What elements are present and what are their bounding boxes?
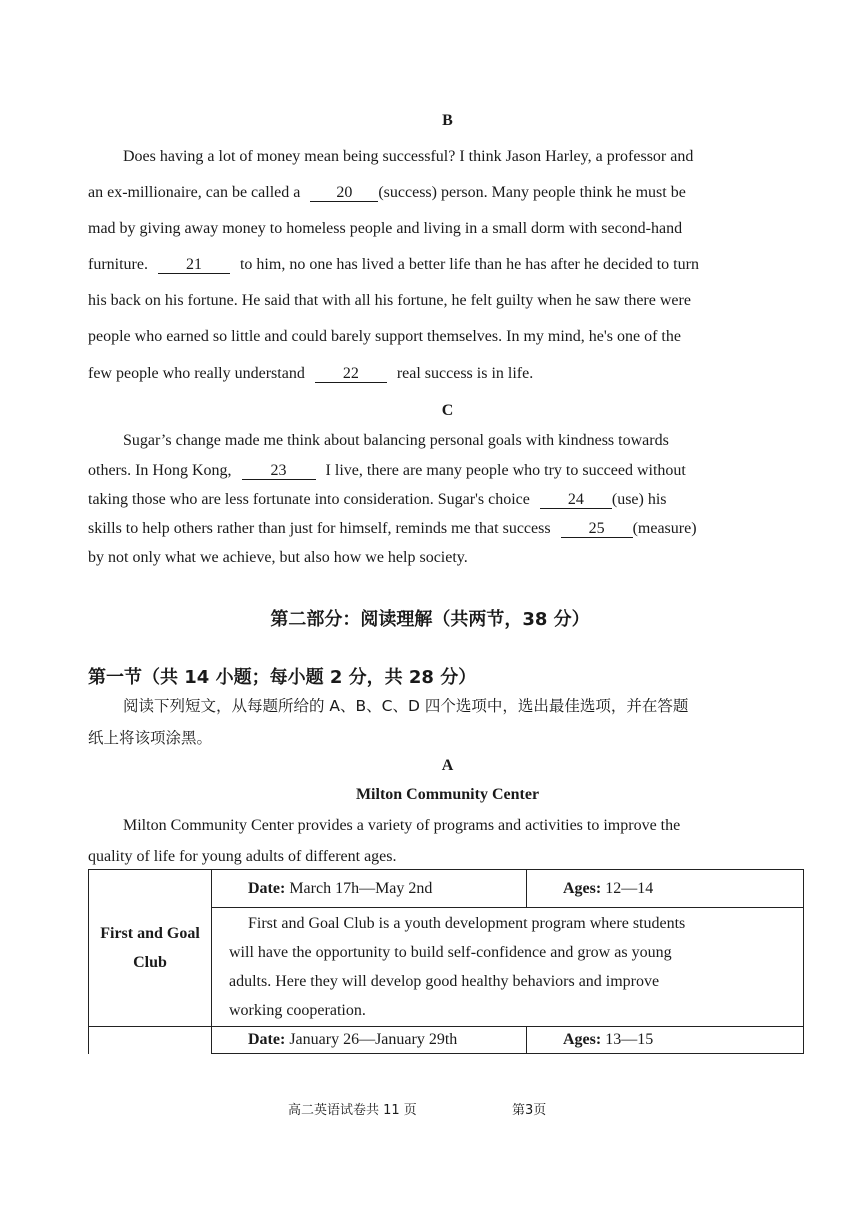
- date-value: January 26—January 29th: [289, 1031, 458, 1048]
- instructions-line-1: 阅读下列短文，从每题所给的 A、B、C、D 四个选项中，选出最佳选项，并在答题: [123, 697, 689, 715]
- ages-label: Ages:: [563, 879, 602, 897]
- blank-22[interactable]: 22: [315, 366, 387, 383]
- text: (measure): [632, 520, 697, 537]
- section-c-line-1: Sugar’s change made me think about balancing personal goals with kindness towards: [123, 432, 669, 449]
- date-value: March 17h—May 2nd: [289, 879, 433, 897]
- ages-cell: [527, 1027, 804, 1054]
- date-cell: [212, 1027, 527, 1054]
- instructions-line-2: 纸上将该项涂黑。: [88, 729, 213, 747]
- passage-a-title: Milton Community Center: [355, 786, 540, 803]
- text: furniture.: [88, 256, 148, 273]
- section-b-line-7: [88, 365, 533, 383]
- blank-24[interactable]: 24: [540, 492, 612, 509]
- part-2-title: 第二部分：阅读理解（共两节，38 分）: [270, 609, 590, 630]
- program-name-cell: [89, 870, 212, 1027]
- ages-value: 12—14: [605, 879, 654, 897]
- date-cell: [212, 870, 527, 908]
- program-name-cell: [89, 1027, 212, 1054]
- blank-25[interactable]: 25: [561, 521, 633, 538]
- text: real success is in life.: [396, 365, 534, 382]
- section-1-title: 第一节（共 14 小题；每小题 2 分，共 28 分）: [88, 667, 477, 688]
- passage-a-intro-line-1: Milton Community Center provides a variety of programs and activities to improve the: [123, 817, 681, 834]
- ages-cell: [527, 870, 804, 908]
- section-c-line-4: [88, 520, 697, 538]
- description-cell: [212, 908, 804, 1027]
- text: few people who really understand: [88, 365, 305, 382]
- text: others. In Hong Kong,: [88, 462, 232, 479]
- text: skills to help others rather than just for himself, reminds me that success: [88, 520, 551, 537]
- ages-label: Ages:: [563, 1031, 602, 1048]
- program-name-line-2: Club: [133, 954, 167, 971]
- table-row: [89, 870, 804, 908]
- passage-a-label: A: [441, 757, 454, 774]
- section-b-line-3: mad by giving away money to homeless people and living in a small dorm with second-hand: [88, 220, 683, 237]
- description-line-3: adults. Here they will develop good healthy behaviors and improve: [229, 973, 660, 990]
- text: (success) person. Many people think he must be: [378, 184, 686, 201]
- footer-page-count: 高二英语试卷共 11 页: [288, 1103, 417, 1118]
- text: (use) his: [611, 491, 667, 508]
- section-c-line-5: by not only what we achieve, but also how we help society.: [88, 549, 468, 566]
- text: taking those who are less fortunate into consideration. Sugar's choice: [88, 491, 530, 508]
- section-b-line-5: his back on his fortune. He said that with all his fortune, he felt guilty when he saw there were: [88, 292, 691, 309]
- text: to him, no one has lived a better life than he has after he decided to turn: [239, 256, 699, 273]
- table-row: [89, 1027, 804, 1054]
- text: an ex-millionaire, can be called a: [88, 184, 301, 201]
- ages-value: 13—15: [605, 1031, 654, 1048]
- section-b-line-6: people who earned so little and could barely support themselves. In my mind, he's one of the: [88, 328, 681, 345]
- footer-page-number: 第3页: [512, 1103, 547, 1118]
- section-b-label: B: [442, 112, 453, 129]
- description-line-4: working cooperation.: [229, 1002, 366, 1019]
- program-name-line-1: First and Goal: [100, 925, 200, 942]
- blank-23[interactable]: 23: [242, 463, 316, 480]
- date-label: Date:: [248, 1031, 286, 1048]
- passage-a-intro-line-2: quality of life for young adults of different ages.: [88, 848, 397, 865]
- section-c-label: C: [441, 402, 454, 419]
- section-c-line-3: [88, 491, 667, 509]
- blank-20[interactable]: 20: [310, 185, 378, 202]
- text: I live, there are many people who try to succeed without: [325, 462, 686, 479]
- section-b-line-4: [88, 256, 699, 274]
- description-line-2: will have the opportunity to build self-confidence and grow as young: [229, 944, 672, 961]
- date-label: Date:: [248, 879, 286, 897]
- description-line-1: First and Goal Club is a youth development program where students: [248, 915, 686, 932]
- blank-21[interactable]: 21: [158, 257, 230, 274]
- section-b-line-1: Does having a lot of money mean being successful? I think Jason Harley, a professor and: [123, 148, 694, 165]
- section-c-line-2: [88, 462, 686, 480]
- section-b-line-2: [88, 184, 686, 202]
- program-table: [88, 869, 804, 1054]
